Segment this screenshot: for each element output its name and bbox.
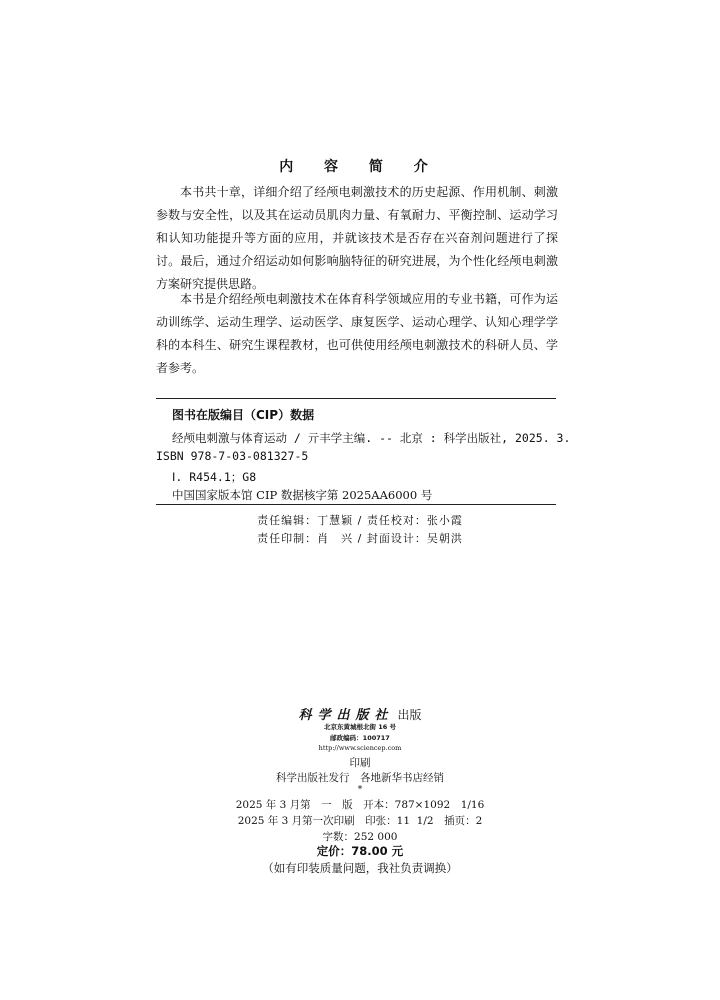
summary-title: 内 容 简 介 [279, 159, 441, 175]
quality-note: （如有印装质量问题，我社负责调换） [262, 861, 458, 875]
word-count: 字数：252 000 [322, 831, 398, 843]
distribution-line: 科学出版社发行 各地新华书店经销 [276, 772, 444, 784]
publisher-suffix: 出版 [397, 708, 422, 722]
edition-line: 2025 年 3 月第 一 版 开本：787×1092 1/16 [235, 799, 485, 811]
cip-top-divider [156, 398, 556, 399]
cip-classification-line: Ⅰ. R454.1；G8 [172, 470, 257, 484]
cip-heading: 图书在版编目（CIP）数据 [172, 408, 315, 422]
printer-line: 印刷 [349, 757, 371, 769]
cip-title-line: 经颅电刺激与体育运动 / 亓丰学主编. -- 北京 : 科学出版社, 2025. 3. [172, 431, 571, 445]
impression-line: 2025 年 3 月第一次印刷 印张：11 1/2 插页：2 [237, 815, 483, 827]
cip-isbn-line: ISBN 978-7-03-081327-5 [156, 449, 309, 463]
publisher-postcode: 邮政编码：100717 [330, 734, 390, 742]
price: 定价：78.00 元 [316, 844, 404, 858]
separator-asterisk: * [357, 785, 363, 795]
publisher-url: http://www.sciencep.com [318, 744, 402, 752]
summary-paragraph-2: 本书是介绍经颅电刺激技术在体育科学领域应用的专业书籍，可作为运动训练学、运动生理学、运动医学、康复医学、运动心理学、认知心理学学科的本科生、研究生课程教材，也可供使用经颅电刺激技术的科研人员、学者参考。 [156, 292, 558, 375]
publisher-address: 北京东黄城根北街 16 号 [323, 723, 397, 731]
editor-credits: 责任编辑：丁慧颖 / 责任校对：张小霞 [257, 514, 463, 527]
cip-bottom-divider [156, 504, 556, 505]
summary-paragraph-1: 本书共十章，详细介绍了经颅电刺激技术的历史起源、作用机制、刺激参数与安全性，以及其在运动员肌肉力量、有氧耐力、平衡控制、运动学习和认知功能提升等方面的应用，并就该技术是否存在兴奋剂问题进行了探讨。最后，通过介绍运动如何影响脑特征的研究进展，为个性化经颅电刺激方案研究提供思路。 [156, 185, 558, 291]
cip-catalog-number: 中国国家版本馆 CIP 数据核字第 2025AA6000 号 [172, 488, 433, 502]
publisher-line [0, 704, 720, 723]
publisher-logo-text: 科学出版社 [298, 708, 394, 723]
production-credits: 责任印制：肖 兴 / 封面设计：吴朝洪 [257, 532, 463, 545]
